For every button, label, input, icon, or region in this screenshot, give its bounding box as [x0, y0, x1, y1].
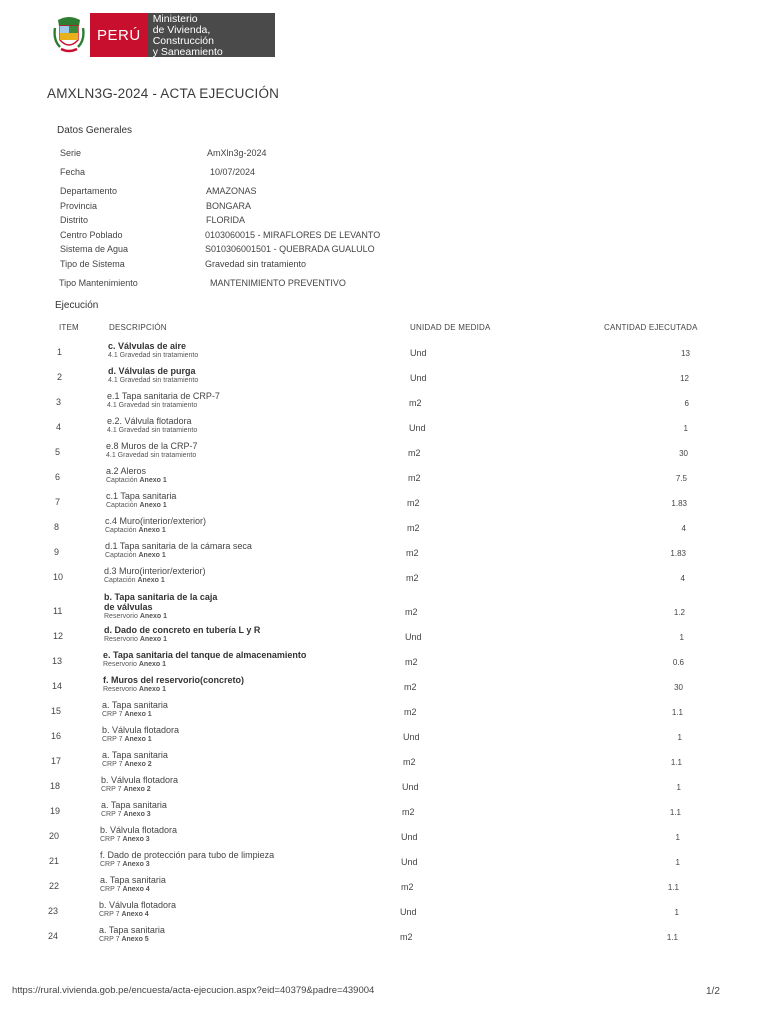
field-label: Provincia — [60, 201, 98, 211]
row-description-text: d. Válvulas de purga — [108, 366, 196, 377]
row-subcategory — [100, 835, 177, 845]
ministry-name — [147, 13, 275, 57]
table-row — [0, 591, 768, 625]
row-unit: m2 — [401, 882, 414, 893]
row-subcategory — [105, 526, 206, 536]
row-item-number: 10 — [53, 572, 64, 583]
row-subcategory — [101, 785, 178, 795]
row-description — [106, 491, 176, 511]
row-unit: Und — [402, 781, 419, 792]
field-value: Gravedad sin tratamiento — [205, 259, 307, 269]
row-item-number: 19 — [50, 805, 61, 816]
row-subcategory — [103, 685, 244, 695]
row-subcategory — [104, 576, 206, 586]
row-item-number: 8 — [54, 522, 60, 533]
row-description-text: de válvulas — [104, 601, 153, 612]
field-value: 0103060015 - MIRAFLORES DE LEVANTO — [205, 230, 381, 240]
ministry-logo — [52, 13, 275, 57]
row-subcategory — [104, 635, 260, 645]
row-unit: m2 — [406, 573, 419, 584]
row-item-number: 3 — [56, 397, 62, 408]
row-description-text: b. Válvula flotadora — [100, 824, 178, 835]
field-label: Fecha — [60, 167, 86, 177]
row-quantity: 4 — [681, 524, 686, 534]
row-unit: m2 — [407, 523, 420, 534]
row-quantity: 12 — [680, 374, 689, 384]
row-unit: m2 — [405, 606, 418, 617]
row-quantity: 1.83 — [670, 549, 686, 559]
row-item-number: 7 — [55, 497, 61, 508]
row-description — [105, 541, 252, 561]
column-header-quantity: CANTIDAD EJECUTADA — [604, 323, 698, 332]
row-quantity: 1 — [675, 858, 680, 867]
row-description — [108, 366, 198, 386]
row-quantity: 1.83 — [671, 499, 687, 509]
row-item-number: 16 — [51, 730, 62, 741]
field-label: Distrito — [60, 215, 89, 225]
row-annex-label: Anexo 1 — [139, 612, 168, 620]
row-unit: m2 — [408, 448, 421, 459]
table-row — [0, 466, 768, 491]
row-unit: Und — [409, 423, 426, 434]
row-unit: m2 — [407, 498, 420, 509]
row-subcategory-text: Captación — [104, 577, 136, 585]
table-row — [0, 900, 768, 925]
row-unit: m2 — [408, 473, 421, 484]
row-description — [102, 750, 168, 770]
row-description-text: c.4 Muro(interior/exterior) — [105, 516, 207, 527]
row-description — [102, 725, 179, 745]
coat-of-arms-icon — [52, 16, 86, 54]
row-unit: m2 — [405, 656, 418, 667]
field-value: MANTENIMIENTO PREVENTIVO — [210, 278, 346, 288]
field-value: 10/07/2024 — [210, 167, 256, 177]
table-row — [0, 566, 768, 591]
row-item-number: 20 — [49, 830, 60, 841]
row-annex-label: Anexo 2 — [123, 785, 151, 793]
row-quantity: 1 — [676, 782, 681, 792]
row-description — [101, 775, 178, 795]
row-description-text: d.1 Tapa sanitaria de la cámara seca — [105, 541, 252, 552]
row-unit: m2 — [400, 932, 413, 943]
row-subcategory — [106, 451, 198, 461]
row-description — [106, 441, 198, 461]
row-description — [102, 700, 168, 720]
row-item-number: 11 — [53, 605, 63, 616]
row-description — [100, 875, 166, 895]
row-description — [103, 650, 306, 670]
row-description-text: e.8 Muros de la CRP-7 — [106, 441, 198, 452]
row-annex-label: Anexo 3 — [122, 835, 150, 843]
row-unit: m2 — [403, 756, 416, 767]
row-description — [100, 825, 177, 845]
row-subcategory — [107, 401, 220, 411]
row-subcategory-text: Captación — [106, 502, 138, 510]
row-subcategory-text: 4.1 Gravedad sin tratamiento — [108, 352, 199, 359]
row-unit: Und — [410, 348, 427, 358]
row-description — [99, 925, 165, 945]
row-annex-label: Anexo 1 — [139, 635, 168, 643]
row-quantity: 0.6 — [672, 657, 684, 667]
row-description-text: e. Tapa sanitaria del tanque de almacenamiento — [103, 649, 307, 660]
row-quantity: 1 — [683, 424, 688, 434]
execution-heading: Ejecución — [55, 300, 99, 311]
row-description-text: a. Tapa sanitaria — [102, 749, 168, 760]
row-subcategory-text: Captación — [105, 552, 137, 560]
row-quantity: 6 — [684, 399, 689, 409]
column-header-description: DESCRIPCIÓN — [109, 323, 167, 332]
field-value: AMAZONAS — [206, 186, 257, 196]
ministry-line-2: de Vivienda, Construcción — [152, 24, 214, 47]
row-item-number: 4 — [56, 422, 62, 433]
row-description — [105, 516, 206, 536]
row-annex-label: Anexo 5 — [121, 936, 149, 944]
row-subcategory-text: 4.1 Gravedad sin tratamiento — [107, 402, 198, 410]
row-unit: m2 — [404, 681, 417, 692]
table-row — [0, 800, 768, 825]
row-subcategory-text: CRP 7 — [102, 710, 123, 718]
row-subcategory — [104, 612, 217, 622]
row-subcategory-text: CRP 7 — [102, 735, 123, 743]
row-annex-label: Anexo 1 — [138, 660, 167, 668]
row-subcategory — [99, 910, 176, 920]
table-row — [0, 391, 768, 416]
row-subcategory — [100, 860, 274, 870]
row-quantity: 1.1 — [670, 757, 682, 767]
table-row — [0, 875, 768, 900]
row-quantity: 4 — [680, 574, 685, 584]
table-row — [0, 541, 768, 566]
row-annex-label: Anexo 4 — [122, 886, 150, 894]
table-row — [0, 850, 768, 875]
row-item-number: 18 — [50, 780, 61, 791]
row-annex-label: Anexo 4 — [121, 911, 149, 919]
row-description-text: b. Tapa sanitaria de la caja — [104, 591, 218, 602]
row-description-text: f. Dado de protección para tubo de limpieza — [100, 850, 275, 860]
row-description-text: a. Tapa sanitaria — [100, 875, 166, 886]
row-item-number: 1 — [57, 347, 63, 357]
row-subcategory — [99, 935, 165, 945]
field-value: FLORIDA — [206, 215, 246, 225]
row-unit: Und — [403, 731, 420, 742]
row-description — [101, 800, 167, 820]
row-description-text: a.2 Aleros — [106, 466, 147, 477]
row-description-text: e.2. Válvula flotadora — [107, 416, 192, 427]
row-subcategory-text: Captación — [105, 527, 137, 535]
table-row — [0, 416, 768, 441]
row-quantity: 30 — [674, 682, 683, 692]
row-subcategory — [102, 735, 179, 745]
document-title: AMXLN3G-2024 - ACTA EJECUCIÓN — [47, 86, 280, 101]
row-quantity: 1 — [679, 632, 684, 642]
row-item-number: 24 — [48, 931, 59, 942]
country-label: PERÚ — [90, 13, 147, 57]
row-description-text: e.1 Tapa sanitaria de CRP-7 — [107, 391, 220, 402]
row-description — [108, 341, 198, 361]
row-subcategory-text: Reservorio — [104, 612, 138, 620]
row-description-text: a. Tapa sanitaria — [101, 799, 167, 810]
row-unit: Und — [410, 373, 427, 384]
row-annex-label: Anexo 2 — [124, 760, 152, 768]
table-row — [0, 366, 768, 391]
row-description-text: f. Muros del reservorio(concreto) — [103, 674, 245, 685]
row-quantity: 13 — [681, 349, 690, 358]
row-subcategory — [107, 426, 197, 436]
row-description-text: a. Tapa sanitaria — [99, 925, 165, 936]
row-annex-label: Anexo 1 — [124, 710, 152, 718]
row-item-number: 9 — [54, 547, 60, 558]
row-quantity: 7.5 — [675, 474, 687, 484]
table-row — [0, 341, 768, 366]
field-label: Serie — [60, 148, 82, 158]
table-row — [0, 725, 768, 750]
table-row — [0, 491, 768, 516]
row-quantity: 1.1 — [666, 933, 678, 943]
row-subcategory — [108, 376, 198, 386]
row-subcategory — [106, 476, 167, 486]
row-unit: m2 — [406, 548, 419, 559]
row-description — [99, 900, 176, 920]
row-description-text: c.1 Tapa sanitaria — [106, 491, 177, 502]
field-label: Departamento — [60, 186, 118, 196]
row-subcategory-text: CRP 7 — [101, 785, 122, 793]
table-row — [0, 441, 768, 466]
table-row — [0, 825, 768, 850]
general-heading: Datos Generales — [57, 125, 133, 136]
row-subcategory-text: CRP 7 — [100, 861, 121, 868]
table-row — [0, 625, 768, 650]
row-description-text: c. Válvulas de aire — [108, 341, 187, 351]
row-subcategory-text: 4.1 Gravedad sin tratamiento — [107, 427, 198, 435]
row-annex-label: Anexo 1 — [137, 577, 165, 585]
row-item-number: 5 — [55, 447, 61, 458]
row-description — [106, 466, 167, 486]
row-description — [107, 416, 197, 436]
row-description-text: b. Válvula flotadora — [101, 774, 179, 785]
row-description — [103, 675, 244, 695]
row-quantity: 30 — [679, 449, 688, 459]
row-item-number: 21 — [49, 856, 60, 866]
row-subcategory-text: 4.1 Gravedad sin tratamiento — [106, 452, 197, 460]
table-row — [0, 700, 768, 725]
row-description-text: d.3 Muro(interior/exterior) — [104, 566, 206, 577]
field-label: Sistema de Agua — [60, 244, 129, 254]
row-description — [100, 850, 274, 870]
row-unit: Und — [401, 831, 418, 842]
row-annex-label: Anexo 3 — [123, 810, 151, 818]
column-header-unit: UNIDAD DE MEDIDA — [410, 323, 491, 332]
field-value: AmXln3g-2024 — [207, 148, 267, 158]
row-subcategory — [101, 810, 167, 820]
row-item-number: 12 — [53, 630, 64, 641]
field-value: BONGARA — [206, 201, 252, 211]
row-unit: Und — [400, 907, 417, 918]
table-row — [0, 775, 768, 800]
row-annex-label: Anexo 1 — [139, 502, 167, 510]
table-row — [0, 675, 768, 700]
row-unit: m2 — [404, 706, 417, 717]
row-item-number: 13 — [52, 655, 63, 666]
row-subcategory-text: CRP 7 — [100, 835, 121, 843]
row-quantity: 1.2 — [673, 607, 685, 617]
row-description — [104, 625, 260, 645]
row-item-number: 14 — [52, 680, 63, 691]
row-subcategory-text: CRP 7 — [99, 911, 120, 919]
row-subcategory-text: Reservorio — [104, 635, 138, 643]
row-quantity: 1.1 — [669, 807, 681, 817]
row-annex-label: Anexo 1 — [138, 552, 166, 560]
table-row — [0, 650, 768, 675]
field-label: Tipo Mantenimiento — [59, 278, 138, 288]
row-subcategory — [106, 501, 176, 511]
row-subcategory-text: 4.1 Gravedad sin tratamiento — [108, 377, 199, 385]
row-item-number: 22 — [49, 881, 60, 892]
row-subcategory-text: Captación — [106, 477, 138, 485]
row-subcategory-text: CRP 7 — [99, 936, 120, 944]
row-subcategory — [102, 710, 168, 720]
row-annex-label: Anexo 1 — [139, 477, 167, 485]
row-subcategory — [102, 760, 168, 770]
row-annex-label: Anexo 1 — [124, 735, 152, 743]
row-item-number: 2 — [57, 372, 63, 383]
row-description — [107, 391, 220, 411]
field-label: Tipo de Sistema — [60, 259, 125, 269]
row-item-number: 15 — [51, 705, 62, 716]
row-subcategory-text: Reservorio — [103, 660, 137, 668]
footer-url: https://rural.vivienda.gob.pe/encuesta/acta-ejecucion.aspx?eid=40379&padre=439004 — [12, 985, 375, 996]
row-description-text: a. Tapa sanitaria — [102, 699, 168, 710]
row-item-number: 17 — [51, 755, 62, 766]
row-annex-label: Anexo 1 — [138, 527, 166, 535]
row-unit: m2 — [409, 398, 422, 409]
row-annex-label: Anexo 1 — [138, 685, 167, 693]
row-item-number: 23 — [48, 906, 59, 917]
row-quantity: 1 — [677, 732, 682, 742]
column-header-item: ITEM — [59, 323, 79, 332]
row-subcategory-text: Reservorio — [103, 685, 137, 693]
row-unit: Und — [405, 631, 422, 642]
row-subcategory — [100, 885, 166, 895]
ministry-line-3: y Saneamiento — [152, 46, 223, 58]
row-subcategory — [105, 551, 252, 561]
ministry-line-1: Ministerio — [152, 13, 198, 25]
row-annex-label: Anexo 3 — [122, 861, 150, 868]
field-label: Centro Poblado — [60, 230, 123, 240]
row-unit: Und — [401, 857, 418, 867]
row-description — [104, 566, 206, 586]
row-description-text: b. Válvula flotadora — [99, 900, 177, 911]
row-description-text: b. Válvula flotadora — [102, 724, 180, 735]
row-quantity: 1 — [675, 832, 680, 842]
row-subcategory — [103, 660, 306, 670]
row-quantity: 1.1 — [667, 883, 679, 893]
field-value: S010306001501 - QUEBRADA GUALULO — [205, 244, 375, 254]
row-quantity: 1.1 — [671, 707, 683, 717]
table-row — [0, 925, 768, 950]
row-item-number: 6 — [55, 472, 61, 483]
table-row — [0, 516, 768, 541]
row-subcategory — [108, 351, 198, 361]
row-description — [104, 592, 217, 622]
row-subcategory-text: CRP 7 — [102, 760, 123, 768]
table-row — [0, 750, 768, 775]
row-unit: m2 — [402, 806, 415, 817]
row-subcategory-text: CRP 7 — [100, 886, 121, 894]
row-quantity: 1 — [674, 908, 679, 918]
row-subcategory-text: CRP 7 — [101, 810, 122, 818]
page-number: 1/2 — [706, 986, 720, 997]
row-description-text: d. Dado de concreto en tubería L y R — [104, 624, 261, 635]
